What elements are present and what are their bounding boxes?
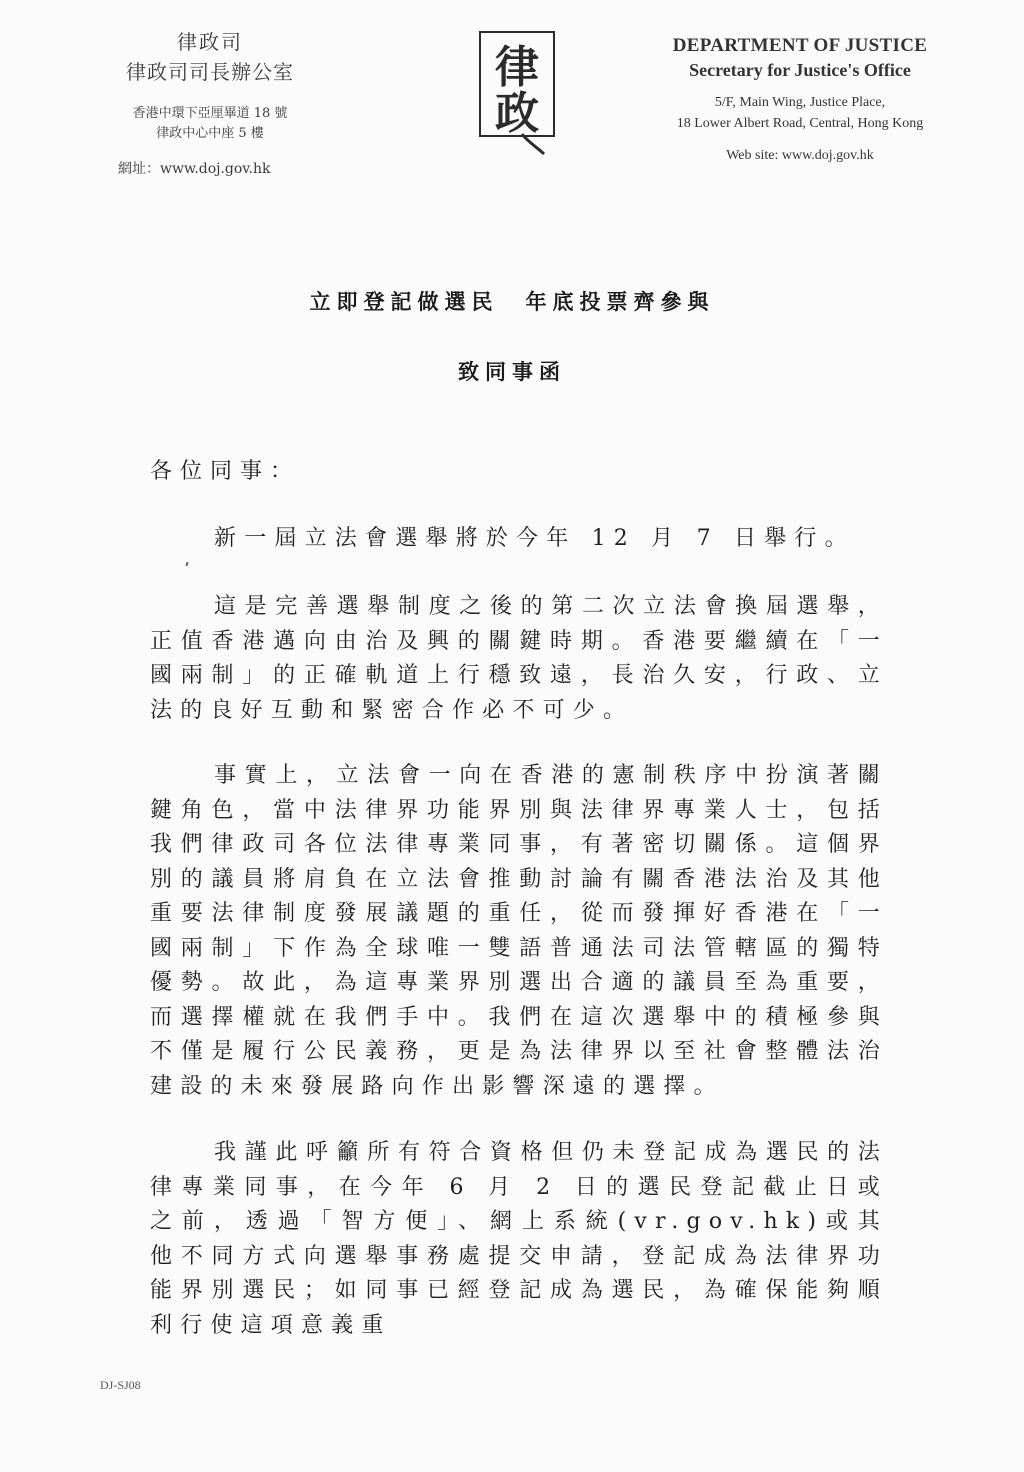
letterhead-zh-department: 律政司 [177, 30, 243, 54]
letterhead-en-office: Secretary for Justice's Office [689, 60, 911, 80]
salutation: 各位同事： [150, 459, 301, 484]
letterhead-en-address-line2: 18 Lower Albert Road, Central, Hong Kong [676, 116, 924, 131]
letterhead-en-address [630, 92, 970, 134]
scan-mark [185, 562, 188, 566]
seal-character-top: 律 [495, 42, 539, 93]
letterhead-zh-website: 網址：www.doj.gov.hk [118, 161, 271, 177]
form-code: DJ-SJ08 [100, 1378, 141, 1392]
letterhead-en-address-line1: 5/F, Main Wing, Justice Place, [714, 95, 886, 110]
seal-character-bottom: 政 [495, 88, 539, 139]
department-seal-logo [478, 30, 556, 156]
paragraph-2: 這是完善選舉制度之後的第二次立法會換屆選舉，正值香港邁向由治及興的關鍵時期。香港要繼續在「一國兩制」的正確軌道上行穩致遠，長治久安，行政、立法的良好互動和緊密合作必不可少。 [150, 594, 888, 723]
letterhead-zh-address-line2: 律政中心中座 5 樓 [156, 126, 264, 141]
letterhead-english [630, 34, 970, 164]
letterhead-zh-address-line1: 香港中環下亞厘畢道 18 號 [132, 106, 288, 121]
paragraph-1: 新一屆立法會選舉將於今年 12 月 7 日舉行。 [214, 526, 855, 551]
letter-headline: 立即登記做選民 年底投票齊參與 [309, 289, 715, 314]
letterhead-en-department: DEPARTMENT OF JUSTICE [672, 35, 928, 56]
paragraph-3: 事實上，立法會一向在香港的憲制秩序中扮演著關鍵角色，當中法律界功能界別與法律界專業人士，包括我們律政司各位法律專業同事，有著密切關係。這個界別的議員將肩負在立法會推動討論有關香港法治及其他重要法律制度發展議題的重任，從而發揮好香港在「一國兩制」下作為全球唯一雙語普通法司法管轄區的獨特優勢。故此，為這專業界別選出合適的議員至為重要，而選擇權就在我們手中。我們在這次選舉中的積極參與不僅是履行公民義務，更是為法律界以至社會整體法治建設的未來發展路向作出影響深遠的選擇。 [150, 763, 888, 1099]
letter-subtitle: 致同事函 [458, 359, 566, 384]
letterhead-zh-address [100, 104, 320, 144]
paragraph-4: 我謹此呼籲所有符合資格但仍未登記成為選民的法律專業同事，在今年 6 月 2 日的選民登記截止日或之前，透過「智方便」、網上系統(vr.gov.hk)或其他不同方式向選舉事務處提交申請，登記成為法律界功能界別選民；如同事已經登記成為選民，為確保能夠順利行使這項意義重 [150, 1140, 888, 1338]
letterhead-en-website: Web site: www.doj.gov.hk [726, 148, 874, 163]
letterhead-zh-office: 律政司司長辦公室 [126, 60, 294, 84]
letterhead-chinese [100, 28, 320, 178]
